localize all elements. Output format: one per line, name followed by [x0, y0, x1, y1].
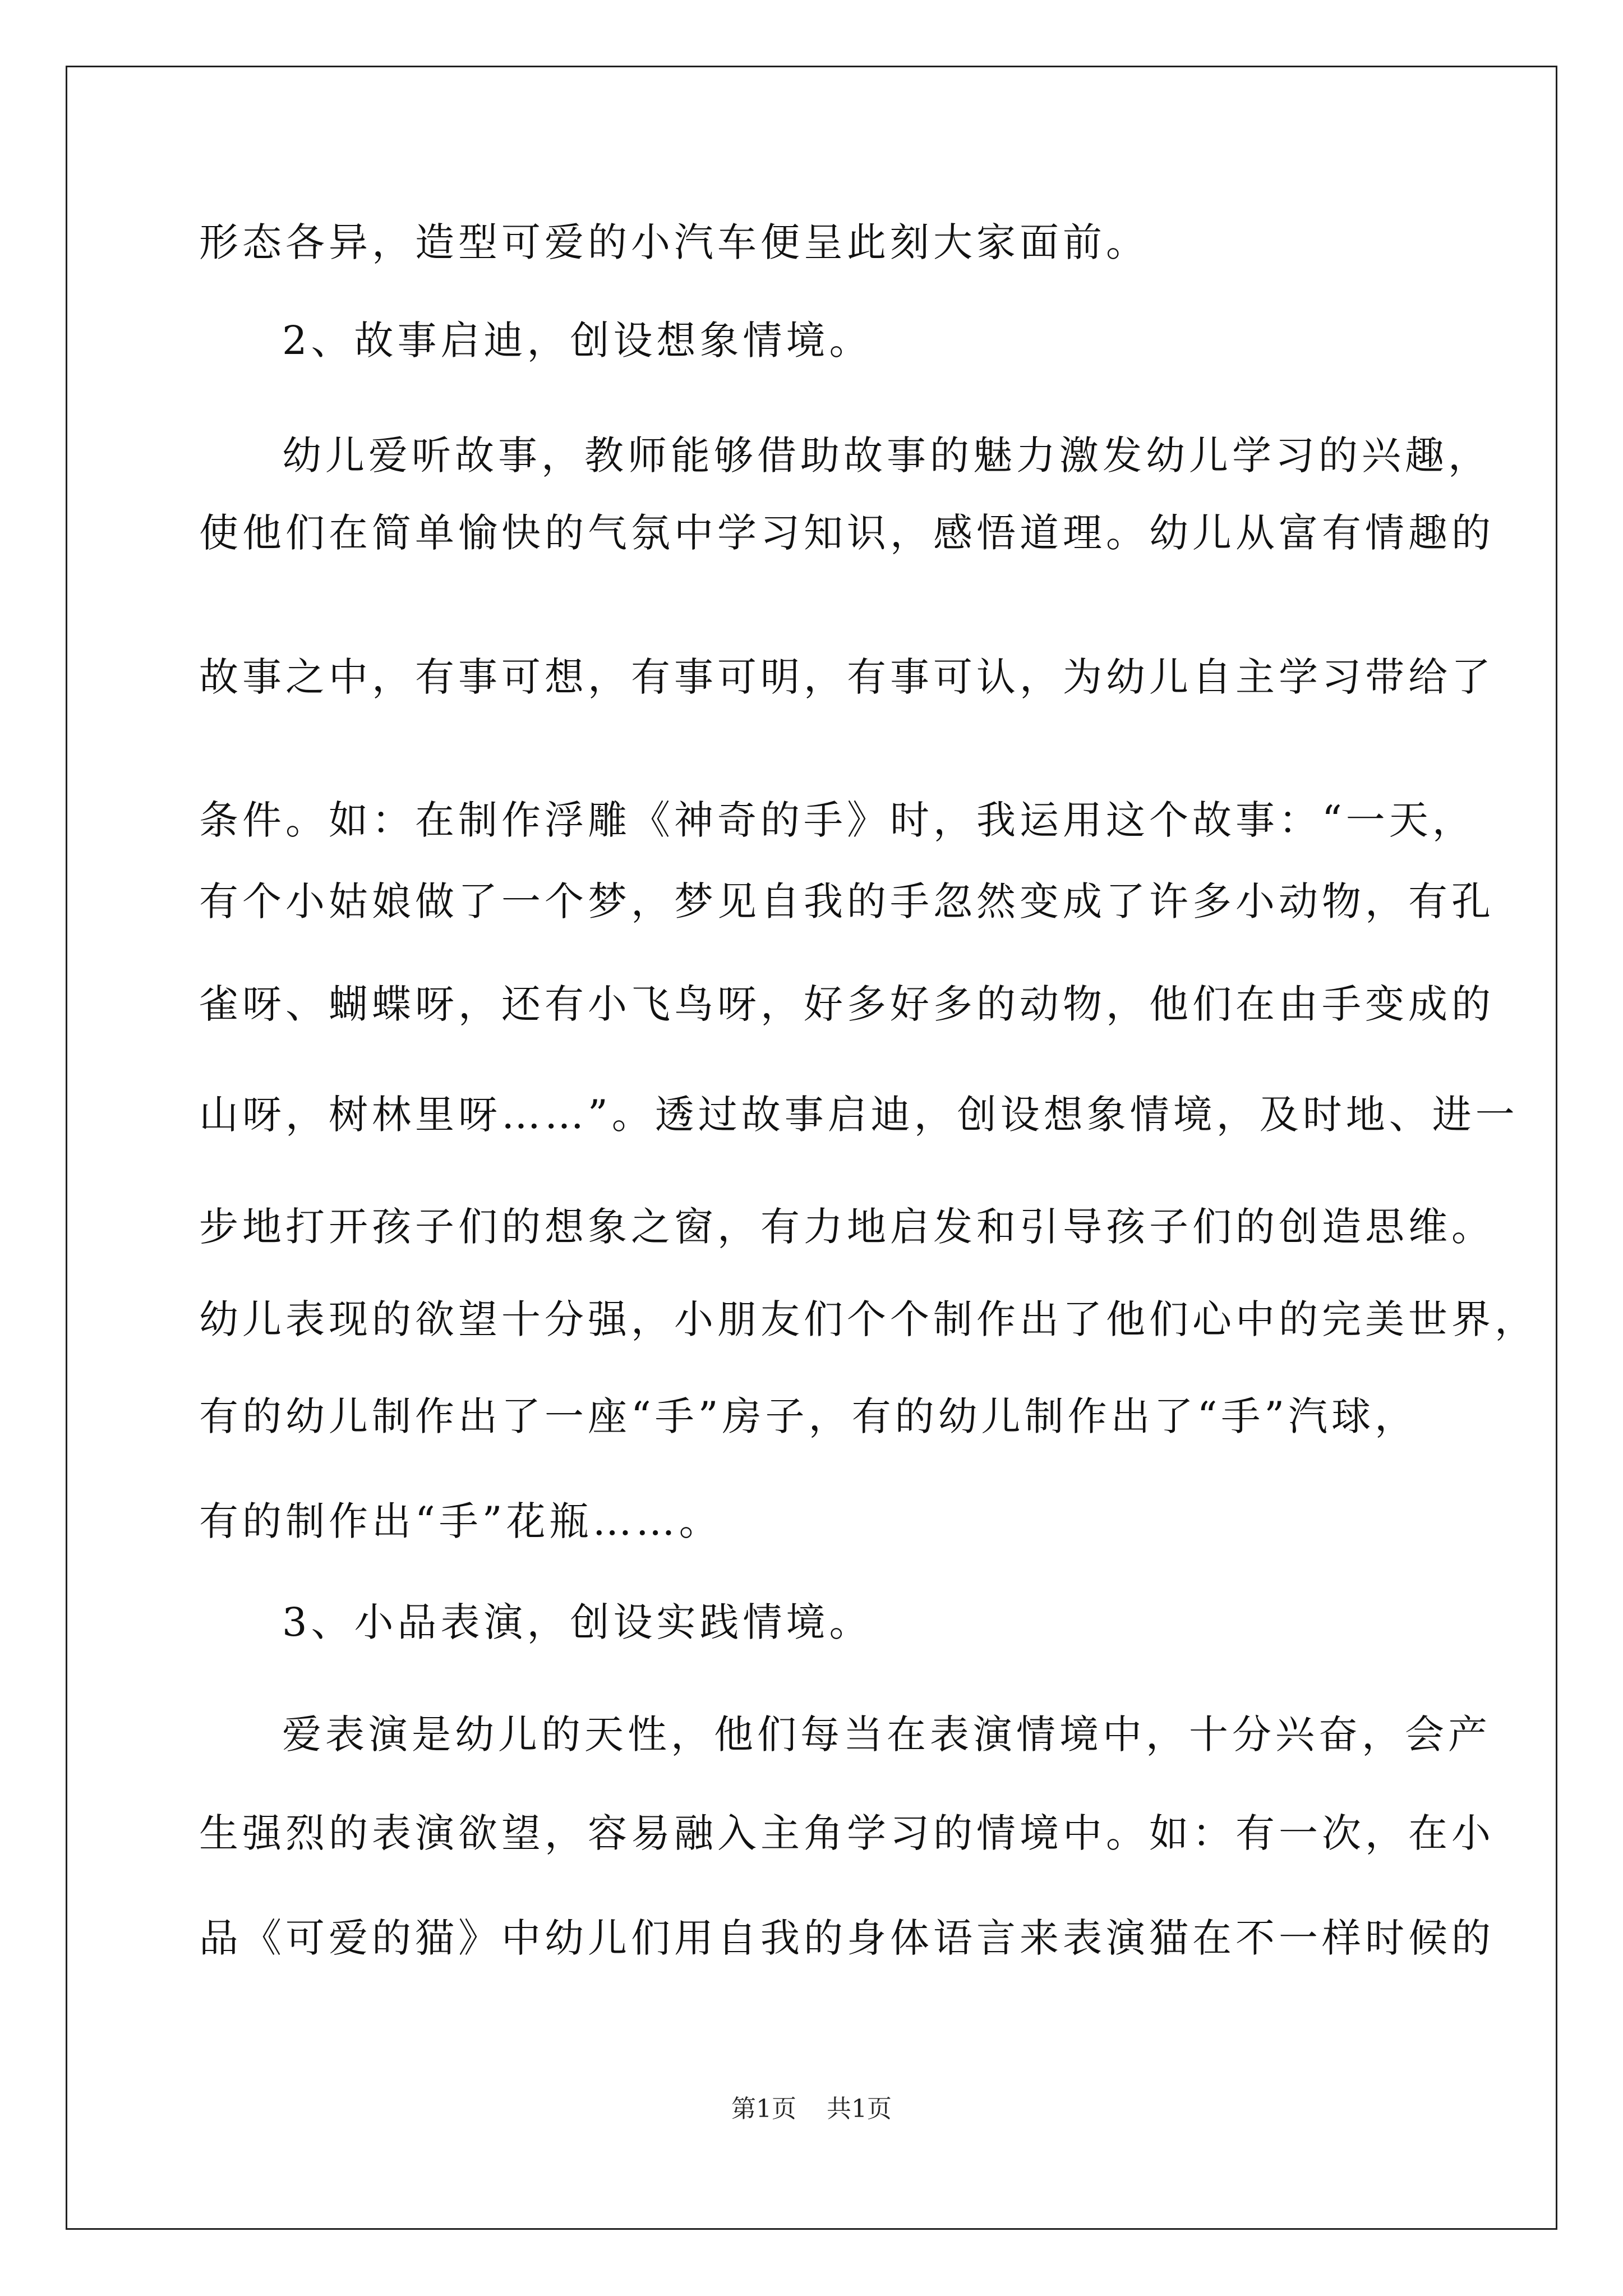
- body-text-line: 步地打开孩子们的想象之窗，有力地启发和引导孩子们的创造思维。: [199, 1204, 1495, 1250]
- page-footer: [0, 2095, 1623, 2123]
- body-text-line: 故事之中，有事可想，有事可明，有事可认，为幼儿自主学习带给了: [199, 654, 1495, 700]
- body-text-line: 有的幼儿制作出了一座“手”房子，有的幼儿制作出了“手”汽球，: [199, 1393, 1418, 1439]
- body-text-line: 幼儿表现的欲望十分强，小朋友们个个制作出了他们心中的完美世界，: [199, 1296, 1538, 1342]
- page-border: [66, 66, 1557, 2230]
- section-heading: 3、小品表演，创设实践情境。: [282, 1599, 873, 1645]
- body-text-line: 形态各异，造型可爱的小汽车便呈此刻大家面前。: [199, 219, 1149, 265]
- body-text-line: 条件。如：在制作浮雕《神奇的手》时，我运用这个故事：“一天，: [199, 797, 1476, 843]
- page-number: 第1页: [731, 2095, 796, 2123]
- section-heading: 2、故事启迪，创设想象情境。: [282, 318, 873, 364]
- page-total: 共1页: [827, 2095, 892, 2123]
- body-text-line: 使他们在简单愉快的气氛中学习知识，感悟道理。幼儿从富有情趣的: [199, 510, 1495, 556]
- body-text-line: 爱表演是幼儿的天性，他们每当在表演情境中，十分兴奋，会产: [282, 1711, 1491, 1757]
- body-text-line: 有的制作出“手”花瓶……。: [199, 1498, 722, 1544]
- body-text-line: 山呀，树林里呀……”。透过故事启迪，创设想象情境，及时地、进一: [199, 1092, 1519, 1138]
- body-text-line: 雀呀、蝴蝶呀，还有小飞鸟呀，好多好多的动物，他们在由手变成的: [199, 981, 1495, 1027]
- body-text-line: 品《可爱的猫》中幼儿们用自我的身体语言来表演猫在不一样时候的: [199, 1915, 1495, 1961]
- body-text-line: 有个小姑娘做了一个梦，梦见自我的手忽然变成了许多小动物，有孔: [199, 878, 1495, 924]
- body-text-line: 生强烈的表演欲望，容易融入主角学习的情境中。如：有一次，在小: [199, 1810, 1495, 1856]
- body-text-line: 幼儿爱听故事，教师能够借助故事的魅力激发幼儿学习的兴趣，: [282, 432, 1491, 478]
